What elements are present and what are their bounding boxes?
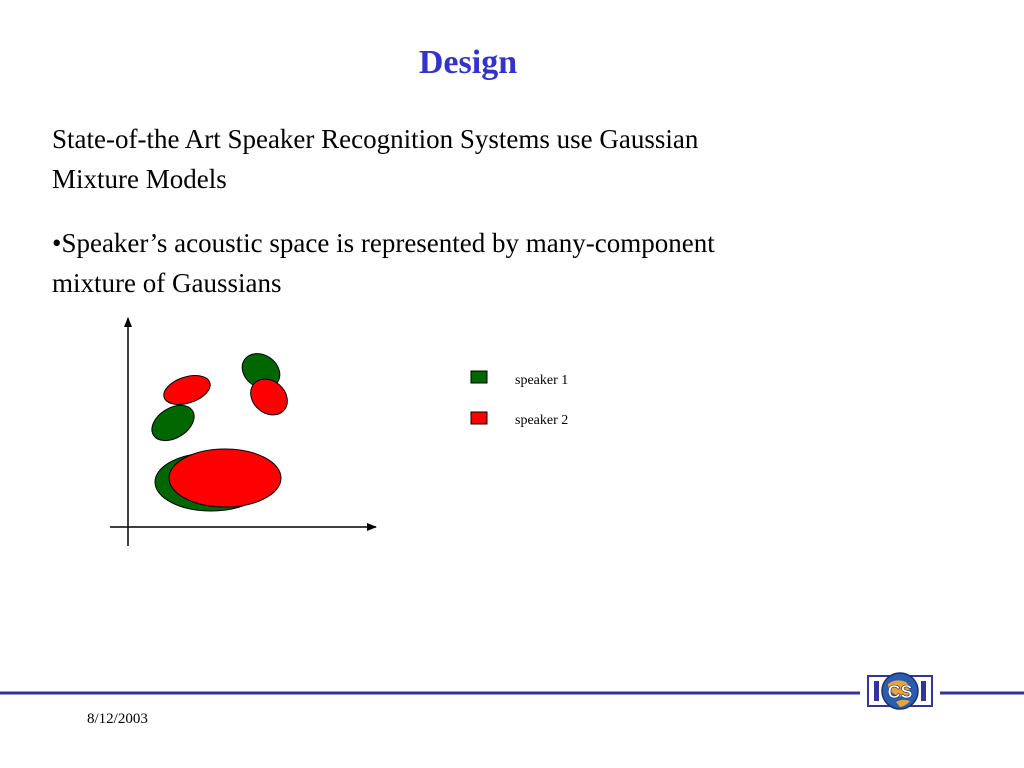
legend-label-speaker2: speaker 2 <box>515 413 569 428</box>
legend-swatch-speaker2 <box>471 412 487 424</box>
footer-date: 8/12/2003 <box>87 711 148 727</box>
svg-text:CS: CS <box>887 682 913 702</box>
speaker2-gaussian-small-left <box>160 370 214 410</box>
slide-title: Design <box>418 44 518 81</box>
legend-swatch-speaker1 <box>471 371 487 383</box>
legend-label-speaker1: speaker 1 <box>515 373 569 388</box>
icsi-logo <box>866 668 934 714</box>
speaker1-gaussian-small-left <box>146 398 201 448</box>
bullet-paragraph: •Speaker’s acoustic space is represented by many-component mixture of Gaussians <box>52 228 715 298</box>
intro-paragraph: State-of-the Art Speaker Recognition Systems use Gaussian Mixture Models <box>52 124 699 194</box>
speaker2-gaussian-large <box>169 449 281 507</box>
